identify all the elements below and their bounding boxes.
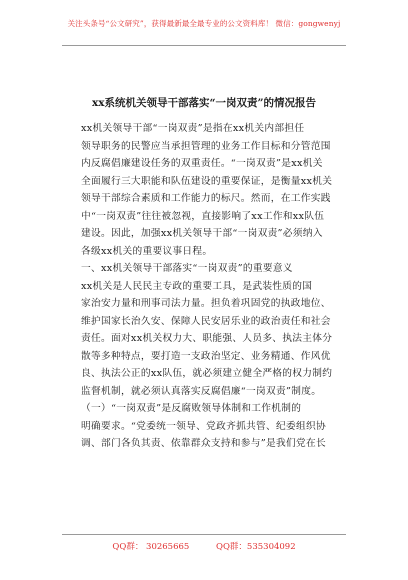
- document-body: [62, 120, 352, 453]
- footer-divider: [62, 534, 346, 535]
- header-divider: [62, 45, 346, 46]
- text-line: 一、xx机关领导干部落实“一岗双责”的重要意义: [81, 263, 293, 274]
- text-line: 各级xx机关的重要议事日程。: [81, 245, 213, 257]
- text-line: 领导干部综合素质和工作能力的标尺。然而，在工作实践: [81, 193, 331, 204]
- text-line: 建设。因此，加强xx机关领导干部“一岗双责”必须纳入: [81, 228, 323, 239]
- footer-qq-group-2: QQ群：535304092: [216, 542, 296, 552]
- text-line: （一）“一岗双责”是反腐败领导体制和工作机制的: [81, 403, 302, 414]
- text-line: 家治安力量和刑事司法力量。担负着巩固党的执政地位、: [81, 298, 331, 309]
- text-line: 中“一岗双责”往往被忽视，直接影响了xx工作和xx队伍: [81, 210, 325, 222]
- footer: [0, 540, 408, 552]
- text-line: xx机关领导干部“一岗双责”是指在xx机关内部担任: [81, 123, 305, 134]
- text-line: 明确要求。“党委统一领导、党政齐抓共管、纪委组织协: [81, 420, 326, 432]
- paragraph: [62, 278, 352, 401]
- text-line: 维护国家长治久安、保障人民安居乐业的政治责任和社会: [81, 315, 331, 327]
- text-line: 调、部门各负其责、依靠群众支持和参与”是我们党在长: [81, 438, 326, 449]
- text-line: xx机关是人民民主专政的重要工具，是武装性质的国: [81, 280, 313, 292]
- paragraph: [62, 260, 352, 278]
- header-note: 关注头条号“公文研究”，获得最新最全最专业的公文资料库！ 微信：gongwenyj: [67, 19, 341, 28]
- text-line: 良、执法公正的xx队伍，就必须建立健全严格的权力制约: [81, 368, 333, 379]
- text-line: 散等多种特点，要打造一支政治坚定、业务精通、作风优: [81, 350, 331, 362]
- text-line: 领导职务的民警应当承担管理的业务工作目标和分管范围: [81, 140, 331, 152]
- text-line: 责任。面对xx机关权力大、职能强、人员多、执法主体分: [81, 333, 333, 344]
- document-title: xx系统机关领导干部落实“一岗双责”的情况报告: [91, 97, 317, 109]
- footer-qq-group-1: QQ群： 30265665: [112, 542, 190, 552]
- text-line: 内反腐倡廉建设任务的双重责任。“一岗双责”是xx机关: [81, 158, 323, 169]
- paragraph: [62, 400, 352, 453]
- text-line: 全面履行三大职能和队伍建设的重要保证，是衡量xx机关: [81, 175, 333, 187]
- paragraph: [62, 120, 352, 260]
- text-line: 监督机制，就必须认真落实反腐倡廉“一岗双责”制度。: [81, 385, 322, 397]
